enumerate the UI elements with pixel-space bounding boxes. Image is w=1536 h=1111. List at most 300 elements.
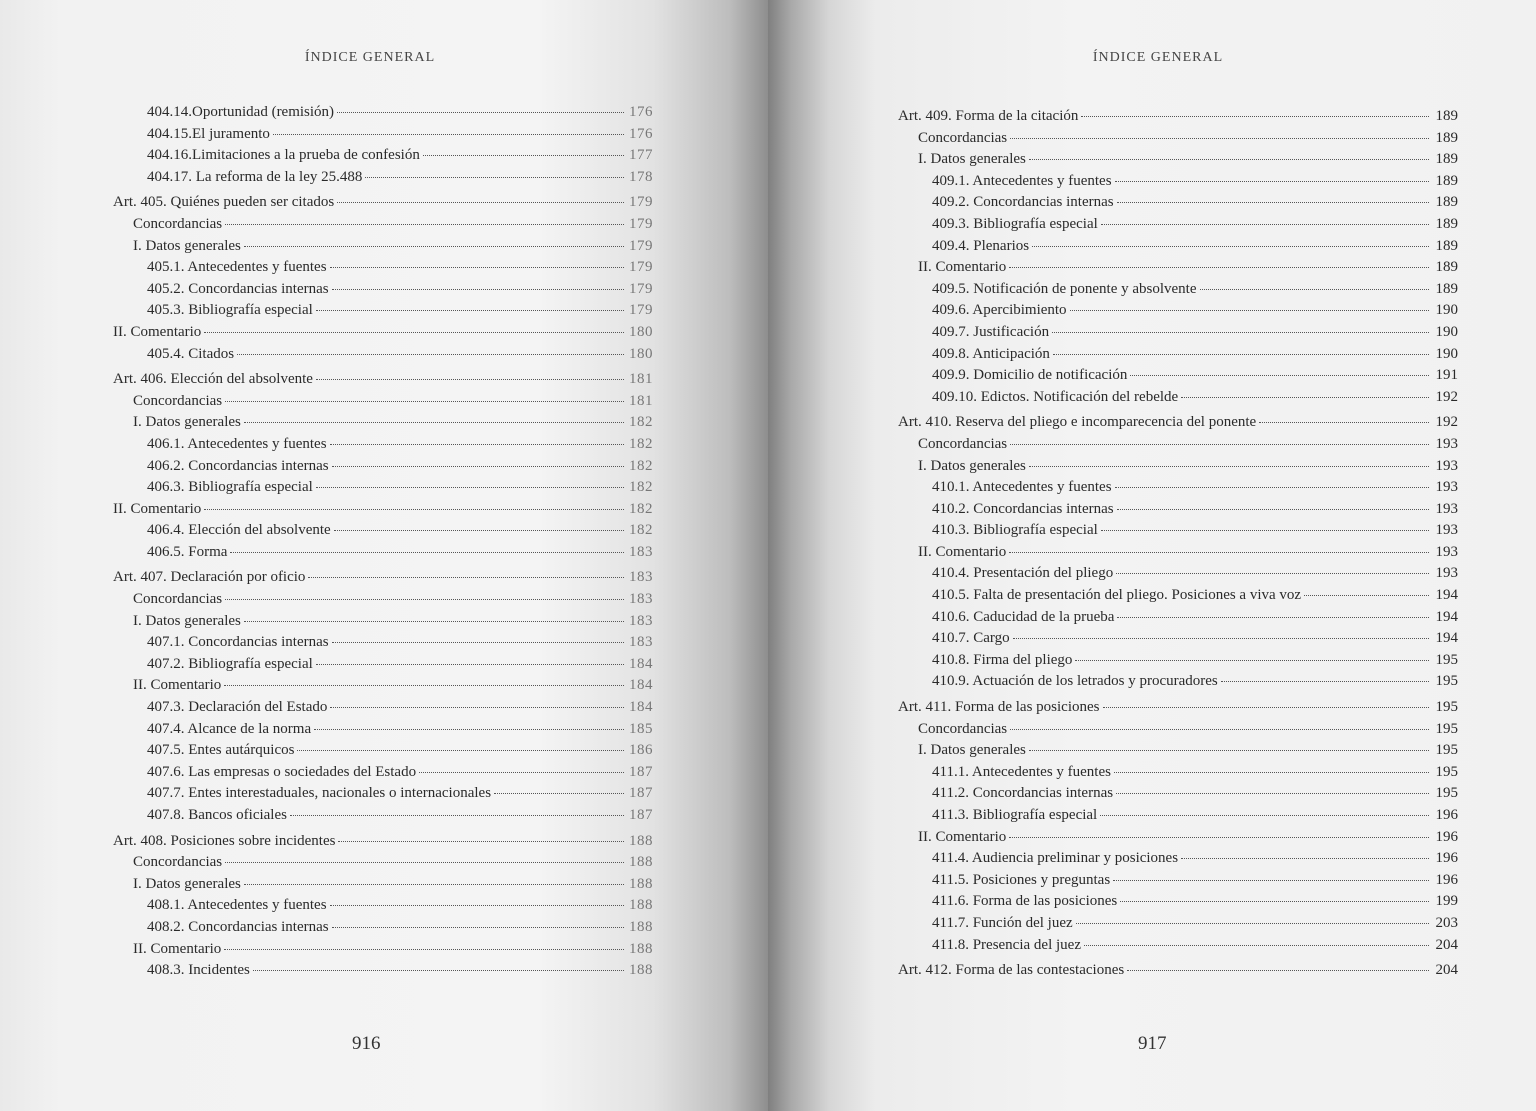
toc-entry-page: 183 (629, 634, 653, 651)
toc-entry (898, 214, 1458, 236)
dot-leader (1029, 466, 1429, 467)
dot-leader (1181, 397, 1429, 398)
toc-entry (113, 477, 653, 499)
dot-leader (330, 707, 624, 708)
toc-entry-page: 180 (629, 323, 653, 340)
toc-entry-page: 188 (629, 875, 653, 892)
dot-leader (225, 599, 624, 600)
toc-entry-label: 405.1. Antecedentes y fuentes (147, 259, 327, 276)
toc-entry (113, 632, 653, 654)
toc-entry-page: 193 (1435, 457, 1458, 474)
toc-entry-page: 193 (1435, 435, 1458, 452)
toc-entry-label: II. Comentario (918, 259, 1007, 276)
toc-entry-page: 179 (629, 194, 653, 211)
toc-entry-label: I. Datos generales (918, 151, 1026, 168)
toc-entry (113, 719, 653, 741)
dot-leader (1075, 660, 1429, 661)
toc-entry (898, 477, 1458, 499)
toc-entry-page: 187 (629, 807, 653, 823)
toc-entry-label: 409.1. Antecedentes y fuentes (932, 172, 1112, 189)
toc-entry (113, 874, 653, 896)
dot-leader (1116, 573, 1429, 574)
toc-entry (113, 542, 653, 564)
toc-entry-label: 410.8. Firma del pliego (932, 651, 1073, 668)
toc-entry-label: Art. 408. Posiciones sobre incidentes (113, 832, 336, 849)
dot-leader (419, 772, 624, 773)
toc-entry (898, 499, 1458, 521)
toc-entry-page: 193 (1435, 565, 1458, 582)
toc-entry-label: I. Datos generales (133, 875, 241, 892)
dot-leader (225, 224, 624, 225)
dot-leader (1010, 729, 1429, 730)
toc-entry-label: Concordancias (918, 435, 1008, 452)
dot-leader (338, 841, 624, 842)
dot-leader (1117, 617, 1429, 618)
toc-entry-label: 410.1. Antecedentes y fuentes (932, 479, 1112, 496)
dot-leader (1100, 815, 1429, 816)
toc-entry (898, 192, 1458, 214)
toc-entry-label: Concordancias (918, 720, 1008, 737)
dot-leader (1200, 289, 1429, 290)
toc-entry-page: 179 (629, 237, 653, 254)
toc-entry-label: 407.4. Alcance de la norma (147, 720, 312, 737)
toc-entry (113, 145, 653, 167)
toc-entry-page: 182 (629, 479, 653, 496)
dot-leader (1130, 375, 1429, 376)
toc-entry-label: 409.8. Anticipación (932, 345, 1050, 362)
toc-entry-page: 182 (629, 435, 653, 452)
toc-entry-page: 188 (629, 962, 653, 979)
toc-entry (113, 322, 653, 344)
toc-entry (113, 675, 653, 697)
toc-entry (898, 434, 1458, 456)
toc-entry-page: 179 (629, 259, 653, 276)
toc-entry (898, 671, 1458, 693)
toc-entry (113, 654, 653, 676)
right-page (768, 0, 1536, 1111)
dot-leader (494, 793, 624, 794)
toc-entry (898, 365, 1458, 387)
toc-entry-label: I. Datos generales (133, 612, 241, 629)
toc-entry-label: 407.6. Las empresas o sociedades del Estado (147, 763, 417, 780)
toc-entry-page: 188 (629, 854, 653, 871)
toc-entry-page: 189 (1435, 151, 1458, 168)
toc-entry-page: 192 (1435, 414, 1458, 431)
toc-entry-label: 404.14.Oportunidad (remisión) (147, 104, 335, 120)
dot-leader (244, 246, 624, 247)
dot-leader (316, 664, 624, 665)
toc-entry-label: 404.17. La reforma de la ley 25.488 (147, 168, 363, 185)
toc-entry-page: 181 (629, 371, 653, 388)
toc-entry-label: Art. 412. Forma de las contestaciones (898, 962, 1125, 979)
toc-entry-page: 189 (1435, 237, 1458, 254)
dot-leader (1304, 595, 1429, 596)
toc-entry (898, 740, 1458, 762)
toc-entry-label: II. Comentario (113, 323, 202, 340)
dot-leader (1103, 707, 1430, 708)
toc-entry-label: 408.3. Incidentes (147, 962, 250, 979)
toc-entry (898, 563, 1458, 585)
toc-entry-page: 194 (1435, 587, 1458, 604)
toc-entry (113, 102, 653, 124)
toc-entry-page: 193 (1435, 500, 1458, 517)
toc-entry-page: 178 (629, 168, 653, 185)
toc-entry (898, 171, 1458, 193)
toc-entry-label: 406.3. Bibliografía especial (147, 479, 313, 496)
toc-entry (898, 344, 1458, 366)
toc-entry-page: 189 (1435, 280, 1458, 297)
dot-leader (1009, 837, 1429, 838)
toc-entry-label: Art. 411. Forma de las posiciones (898, 699, 1100, 716)
toc-entry-page: 204 (1435, 936, 1458, 953)
dot-leader (204, 509, 624, 510)
toc-entry-page: 182 (629, 457, 653, 474)
dot-leader (253, 970, 624, 971)
table-of-contents (113, 102, 653, 982)
toc-entry-page: 190 (1435, 323, 1458, 340)
toc-entry-label: Art. 406. Elección del absolvente (113, 371, 313, 388)
dot-leader (237, 354, 624, 355)
toc-entry (898, 322, 1458, 344)
toc-entry-page: 184 (629, 699, 653, 716)
toc-entry-label: 411.8. Presencia del juez (932, 936, 1081, 953)
toc-entry-label: 411.5. Posiciones y preguntas (932, 871, 1111, 888)
toc-entry-page: 185 (629, 720, 653, 737)
toc-entry-page: 191 (1435, 367, 1458, 384)
toc-entry (113, 697, 653, 719)
toc-entry (898, 300, 1458, 322)
toc-entry-label: Concordancias (133, 215, 223, 232)
toc-entry (113, 344, 653, 366)
toc-entry-label: 409.6. Apercibimiento (932, 302, 1067, 319)
toc-entry (898, 149, 1458, 171)
toc-entry-label: Art. 407. Declaración por oficio (113, 569, 306, 586)
toc-entry (113, 499, 653, 521)
toc-entry-label: 404.16.Limitaciones a la prueba de confesión (147, 147, 420, 164)
dot-leader (1009, 267, 1429, 268)
toc-entry-label: 404.15.El juramento (147, 125, 270, 142)
dot-leader (1029, 159, 1429, 160)
toc-entry-label: 408.2. Concordancias internas (147, 918, 329, 935)
dot-leader (332, 642, 624, 643)
toc-entry-page: 184 (629, 655, 653, 672)
toc-entry-page: 188 (629, 832, 653, 849)
dot-leader (423, 155, 624, 156)
dot-leader (1114, 772, 1429, 773)
toc-entry (113, 783, 653, 805)
toc-entry-page: 199 (1435, 893, 1458, 910)
dot-leader (1009, 552, 1429, 553)
toc-entry-label: Concordancias (133, 854, 223, 871)
toc-entry (898, 891, 1458, 913)
dot-leader (1101, 224, 1429, 225)
toc-entry (113, 412, 653, 434)
toc-entry-label: 411.7. Función del juez (932, 914, 1073, 931)
toc-entry (898, 236, 1458, 258)
toc-entry-page: 183 (629, 569, 653, 586)
toc-entry-label: 406.2. Concordancias internas (147, 457, 329, 474)
toc-entry-page: 195 (1435, 651, 1458, 668)
dot-leader (290, 815, 624, 816)
toc-entry-page: 190 (1435, 345, 1458, 362)
toc-entry-page: 195 (1435, 763, 1458, 780)
toc-entry-label: Art. 410. Reserva del pliego e incomparecencia del ponente (898, 414, 1257, 431)
toc-entry (113, 369, 653, 391)
toc-entry (113, 520, 653, 542)
toc-entry-label: 407.3. Declaración del Estado (147, 699, 328, 716)
dot-leader (244, 422, 624, 423)
dot-leader (225, 401, 624, 402)
toc-entry-label: II. Comentario (918, 543, 1007, 560)
table-of-contents (898, 102, 1458, 982)
toc-entry-page: 189 (1435, 215, 1458, 232)
toc-entry (113, 831, 653, 853)
toc-entry (113, 939, 653, 961)
dot-leader (224, 685, 624, 686)
toc-entry-page: 195 (1435, 785, 1458, 802)
dot-leader (204, 332, 624, 333)
toc-entry-page: 194 (1435, 630, 1458, 647)
toc-entry-label: 405.2. Concordancias internas (147, 280, 329, 297)
toc-entry-page: 176 (629, 104, 653, 120)
toc-entry (898, 456, 1458, 478)
dot-leader (332, 466, 624, 467)
toc-entry-label: 407.7. Entes interestaduales, nacionales o internacionales (147, 785, 492, 802)
toc-entry-page: 195 (1435, 699, 1458, 716)
toc-entry-page: 193 (1435, 522, 1458, 539)
toc-entry-label: 407.1. Concordancias internas (147, 634, 329, 651)
toc-entry-label: 407.5. Entes autárquicos (147, 742, 295, 759)
toc-entry-page: 196 (1435, 828, 1458, 845)
toc-entry-page: 187 (629, 763, 653, 780)
toc-entry (113, 300, 653, 322)
dot-leader (1259, 422, 1429, 423)
toc-entry-page: 204 (1435, 962, 1458, 979)
toc-entry-label: I. Datos generales (918, 457, 1026, 474)
dot-leader (365, 177, 624, 178)
dot-leader (1070, 310, 1429, 311)
toc-entry (113, 895, 653, 917)
toc-entry-page: 183 (629, 612, 653, 629)
dot-leader (1181, 858, 1429, 859)
toc-entry-label: 410.3. Bibliografía especial (932, 522, 1098, 539)
toc-entry-label: 409.10. Edictos. Notificación del rebelde (932, 388, 1179, 405)
toc-entry-page: 184 (629, 677, 653, 694)
toc-entry (898, 387, 1458, 409)
toc-entry (898, 585, 1458, 607)
toc-entry (113, 236, 653, 258)
toc-entry (898, 607, 1458, 629)
dot-leader (273, 134, 624, 135)
toc-entry (898, 650, 1458, 672)
running-head: ÍNDICE GENERAL (304, 50, 436, 65)
toc-entry-page: 196 (1435, 850, 1458, 867)
dot-leader (225, 862, 624, 863)
toc-entry (898, 628, 1458, 650)
toc-entry (898, 719, 1458, 741)
toc-entry-label: II. Comentario (113, 500, 202, 517)
dot-leader (224, 949, 624, 950)
page-number: 916 (352, 1033, 381, 1054)
toc-entry (898, 960, 1458, 982)
toc-entry (898, 848, 1458, 870)
toc-entry-page: 182 (629, 500, 653, 517)
dot-leader (1076, 923, 1429, 924)
toc-entry-label: 410.4. Presentación del pliego (932, 565, 1114, 582)
toc-entry (113, 124, 653, 146)
dot-leader (1115, 487, 1429, 488)
toc-entry-page: 188 (629, 897, 653, 914)
toc-entry-label: 409.4. Plenarios (932, 237, 1030, 254)
toc-entry-label: Concordancias (133, 591, 223, 608)
dot-leader (337, 112, 624, 113)
dot-leader (334, 530, 624, 531)
toc-entry-label: 407.2. Bibliografía especial (147, 655, 313, 672)
toc-entry-label: 410.2. Concordancias internas (932, 500, 1114, 517)
toc-entry-label: Art. 405. Quiénes pueden ser citados (113, 194, 335, 211)
toc-entry-label: 410.9. Actuación de los letrados y procuradores (932, 673, 1218, 690)
toc-entry (113, 257, 653, 279)
dot-leader (314, 729, 624, 730)
toc-entry-label: 409.7. Justificación (932, 323, 1050, 340)
dot-leader (1101, 530, 1429, 531)
toc-entry-page: 189 (1435, 108, 1458, 124)
toc-entry-label: 406.5. Forma (147, 543, 228, 560)
dot-leader (1113, 880, 1429, 881)
toc-entry (898, 827, 1458, 849)
dot-leader (1084, 945, 1429, 946)
toc-entry-label: 409.5. Notificación de ponente y absolvente (932, 280, 1197, 297)
toc-entry-page: 193 (1435, 543, 1458, 560)
toc-entry-label: 411.2. Concordancias internas (932, 785, 1114, 802)
dot-leader (1117, 202, 1429, 203)
toc-entry (113, 279, 653, 301)
toc-entry (113, 805, 653, 827)
toc-entry (113, 589, 653, 611)
dot-leader (230, 552, 624, 553)
toc-entry-label: I. Datos generales (918, 742, 1026, 759)
toc-entry-label: 411.3. Bibliografía especial (932, 807, 1098, 823)
toc-entry-page: 186 (629, 742, 653, 759)
dot-leader (1120, 901, 1429, 902)
toc-entry-page: 183 (629, 591, 653, 608)
toc-entry-label: Art. 409. Forma de la citación (898, 108, 1079, 124)
toc-entry-label: I. Datos generales (133, 237, 241, 254)
toc-entry (113, 762, 653, 784)
dot-leader (1221, 681, 1429, 682)
toc-entry-label: 407.8. Bancos oficiales (147, 807, 287, 823)
toc-entry-page: 203 (1435, 914, 1458, 931)
toc-entry-page: 180 (629, 345, 653, 362)
toc-entry-label: 406.4. Elección del absolvente (147, 522, 331, 539)
toc-entry (898, 805, 1458, 827)
toc-entry (898, 542, 1458, 564)
toc-entry-label: 405.4. Citados (147, 345, 235, 362)
toc-entry-page: 179 (629, 302, 653, 319)
toc-entry-page: 195 (1435, 673, 1458, 690)
dot-leader (1127, 970, 1429, 971)
dot-leader (1052, 332, 1429, 333)
toc-entry (898, 279, 1458, 301)
dot-leader (1115, 181, 1429, 182)
toc-entry-page: 179 (629, 280, 653, 297)
dot-leader (330, 905, 624, 906)
dot-leader (244, 884, 624, 885)
toc-entry (113, 434, 653, 456)
toc-entry-page: 190 (1435, 302, 1458, 319)
toc-entry-label: 409.2. Concordancias internas (932, 194, 1114, 211)
toc-entry-page: 189 (1435, 259, 1458, 276)
dot-leader (1053, 354, 1429, 355)
toc-entry-page: 192 (1435, 388, 1458, 405)
toc-entry (898, 935, 1458, 957)
toc-entry (113, 192, 653, 214)
dot-leader (1117, 509, 1429, 510)
toc-entry (113, 214, 653, 236)
toc-entry-label: 410.7. Cargo (932, 630, 1010, 647)
dot-leader (332, 289, 624, 290)
toc-entry (898, 257, 1458, 279)
dot-leader (1081, 116, 1429, 117)
toc-entry-label: 409.9. Domicilio de notificación (932, 367, 1128, 384)
dot-leader (297, 750, 624, 751)
toc-entry-label: 410.6. Caducidad de la prueba (932, 608, 1115, 625)
toc-entry (113, 852, 653, 874)
dot-leader (1013, 638, 1429, 639)
toc-entry-page: 195 (1435, 742, 1458, 759)
dot-leader (337, 202, 624, 203)
dot-leader (1029, 750, 1429, 751)
toc-entry (113, 917, 653, 939)
toc-entry-label: II. Comentario (918, 828, 1007, 845)
toc-entry-label: 410.5. Falta de presentación del pliego. Posiciones a viva voz (932, 587, 1302, 604)
dot-leader (316, 487, 624, 488)
toc-entry (898, 913, 1458, 935)
toc-entry-page: 196 (1435, 807, 1458, 823)
toc-entry-page: 194 (1435, 608, 1458, 625)
toc-entry (113, 456, 653, 478)
running-head: ÍNDICE GENERAL (1092, 50, 1224, 65)
toc-entry-label: Concordancias (133, 392, 223, 409)
toc-entry-page: 187 (629, 785, 653, 802)
toc-entry (898, 412, 1458, 434)
toc-entry-label: II. Comentario (133, 940, 222, 957)
toc-entry (113, 567, 653, 589)
dot-leader (244, 621, 624, 622)
toc-entry-label: 411.6. Forma de las posiciones (932, 893, 1118, 910)
toc-entry-page: 182 (629, 522, 653, 539)
toc-entry (113, 740, 653, 762)
toc-entry-page: 195 (1435, 720, 1458, 737)
page-number: 917 (1138, 1033, 1167, 1054)
toc-entry-label: Concordancias (918, 129, 1008, 146)
toc-entry-label: 405.3. Bibliografía especial (147, 302, 313, 319)
dot-leader (1116, 793, 1429, 794)
toc-entry-label: 409.3. Bibliografía especial (932, 215, 1098, 232)
toc-entry (113, 391, 653, 413)
dot-leader (332, 927, 624, 928)
toc-entry (898, 783, 1458, 805)
dot-leader (330, 267, 624, 268)
toc-entry-page: 182 (629, 414, 653, 431)
toc-entry (898, 870, 1458, 892)
toc-entry-label: 411.4. Audiencia preliminar y posiciones (932, 850, 1179, 867)
toc-entry-label: 406.1. Antecedentes y fuentes (147, 435, 327, 452)
dot-leader (316, 310, 624, 311)
toc-entry (113, 611, 653, 633)
toc-entry-page: 181 (629, 392, 653, 409)
toc-entry-page: 196 (1435, 871, 1458, 888)
